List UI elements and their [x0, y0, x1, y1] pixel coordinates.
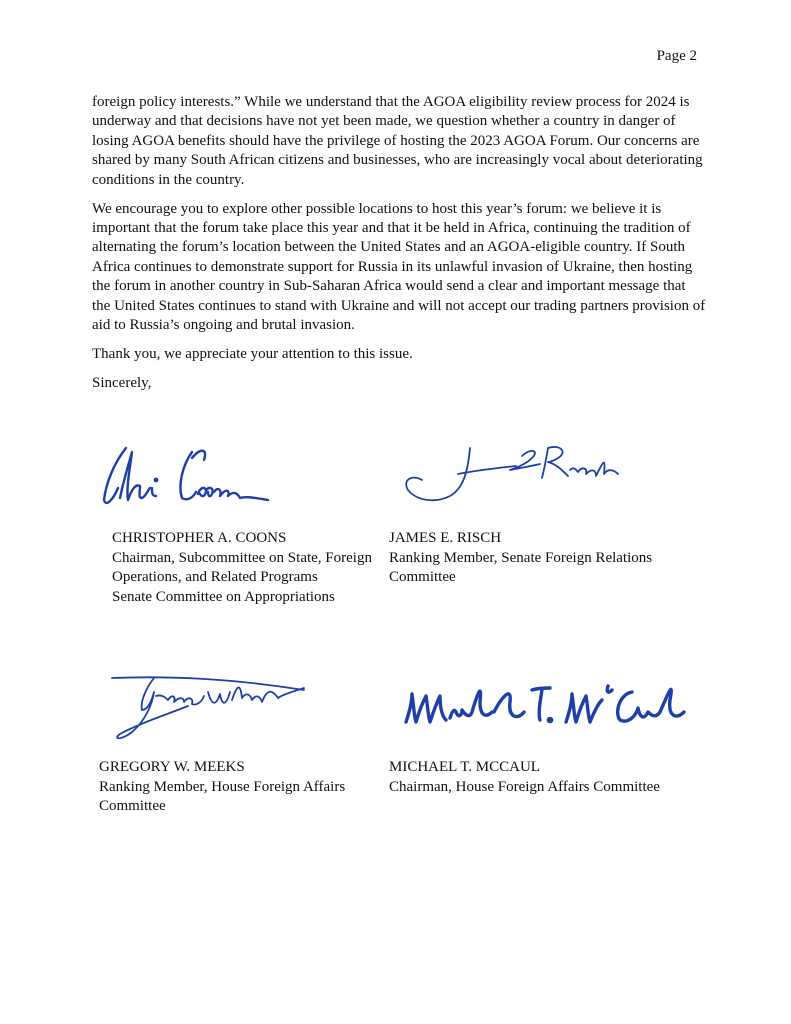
closing-salutation: Sincerely,	[92, 374, 152, 391]
signature-block-coons	[112, 529, 372, 607]
signatory-title-line: Chairman, Subcommittee on State, Foreign	[112, 549, 372, 566]
signatory-name: GREGORY W. MEEKS	[99, 759, 245, 775]
signature-block-risch	[389, 529, 652, 588]
signatory-title-line: Committee	[99, 798, 166, 814]
paragraph-thanks: Thank you, we appreciate your attention to this issue.	[92, 345, 413, 362]
signatory-title-line: Senate Committee on Appropriations	[112, 588, 335, 605]
signatory-name: JAMES E. RISCH	[389, 530, 502, 546]
signatory-title-line: Ranking Member, House Foreign Affairs	[99, 778, 346, 795]
signatory-name: MICHAEL T. MCCAUL	[389, 759, 540, 775]
signature-coons-icon	[96, 438, 296, 518]
paragraph-concerns: foreign policy interests.” While we understand that the AGOA eligibility review process for 2024 is underway and that decisions have not yet been made, we question whether a country in danger of losing AGOA benefits should have the privilege of hosting the 2023 AGOA Forum. Our concerns are shared by many South African citizens and businesses, who are increasingly vocal about deteriorating conditions in the country.	[92, 94, 703, 188]
signatory-title-line: Chairman, House Foreign Affairs Committee	[389, 778, 660, 795]
signatory-title-line: Ranking Member, Senate Foreign Relations	[389, 549, 653, 566]
signatory-title-line: Committee	[389, 569, 456, 585]
signature-mccaul-icon	[400, 672, 690, 738]
page-number: Page 2	[656, 48, 697, 64]
signature-block-meeks	[99, 758, 345, 817]
signature-risch-icon	[398, 440, 638, 510]
signatory-title-line: Operations, and Related Programs	[112, 569, 318, 585]
paragraph-request: We encourage you to explore other possible locations to host this year’s forum: we believe it is important that the forum take place this year and that it be held in Africa, continuing the tradition of alternating the forum’s location between the United States and an AGOA-eligible country. If South Africa continues to demonstrate support for Russia in its unlawful invasion of Ukraine, then hosting the forum in another country in Sub-Saharan Africa would send a clear and important message that the United States continues to stand with Ukraine and will not accept our trading partners provision of aid to Russia’s ongoing and brutal invasion.	[92, 200, 706, 333]
signatory-name: CHRISTOPHER A. COONS	[112, 530, 287, 546]
signature-block-mccaul	[389, 758, 660, 797]
signature-meeks-icon	[108, 666, 318, 746]
letter-body	[92, 93, 707, 403]
